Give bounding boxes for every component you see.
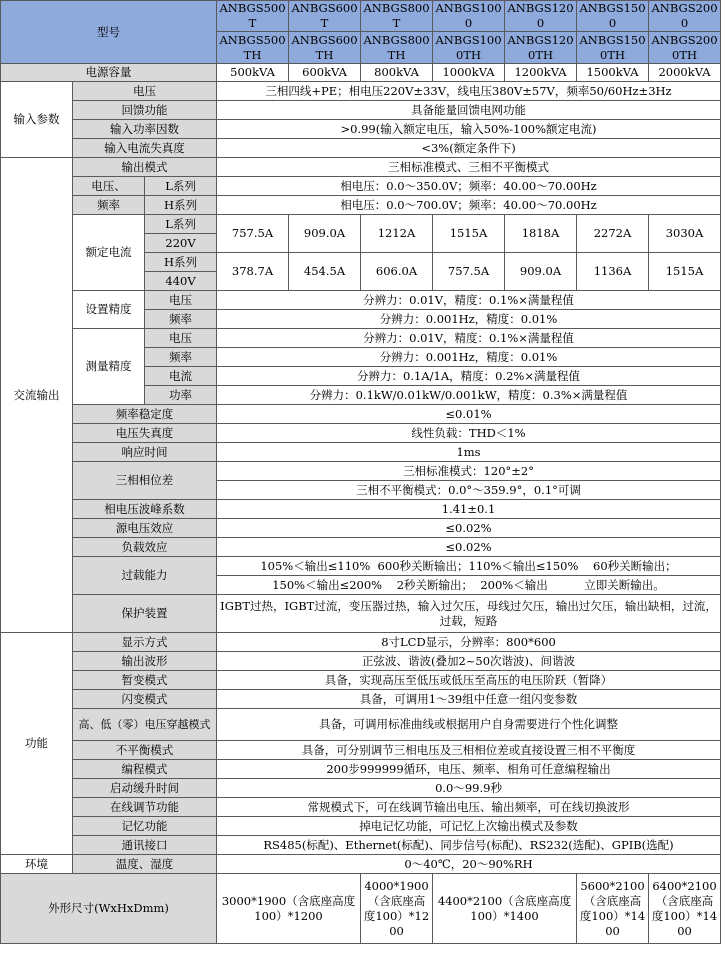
function-value: 具备，可调用1～39组中任意一组闪变参数 [217, 690, 721, 709]
rated-current-h: 1136A [577, 253, 649, 291]
measure-frequency-label: 频率 [145, 348, 217, 367]
model-cell: ANBGS600T [289, 1, 361, 32]
model-cell: ANBGS800T [361, 1, 433, 32]
set-voltage-label: 电压 [145, 291, 217, 310]
rated-current-l: 1515A [433, 215, 505, 253]
function-label: 不平衡模式 [73, 741, 217, 760]
measure-power-value: 分辨力：0.1kW/0.01kW/0.001kW，精度：0.3%×满量程值 [217, 386, 721, 405]
rated-current-l: 1818A [505, 215, 577, 253]
capacity-value: 2000kVA [649, 64, 721, 82]
function-value: 具备，可分别调节三相电压及三相相位差或直接设置三相不平衡度 [217, 741, 721, 760]
input-thd-value: <3%(额定条件下) [217, 139, 721, 158]
feedback-value: 具备能量回馈电网功能 [217, 101, 721, 120]
function-label: 通讯接口 [73, 836, 217, 855]
dimensions-value: 3000*1900（含底座高度100）*1200 [217, 874, 361, 944]
environment-group-label: 环境 [1, 855, 73, 874]
overload-line-2: 150%＜输出≤200% 2秒关断输出； 200%＜输出 立即关断输出。 [217, 576, 721, 595]
model-cell: ANBGS2000TH [649, 32, 721, 64]
voltage-thd-label: 电压失真度 [73, 424, 217, 443]
power-factor-value: >0.99(输入额定电压，输入50%-100%额定电流) [217, 120, 721, 139]
crest-factor-label: 相电压波峰系数 [73, 500, 217, 519]
rated-h-series: H系列 [145, 253, 217, 272]
source-effect-value: ≤0.02% [217, 519, 721, 538]
l-series-label: L系列 [145, 177, 217, 196]
freq-stability-label: 频率稳定度 [73, 405, 217, 424]
capacity-value: 1200kVA [505, 64, 577, 82]
function-value: 掉电记忆功能，可记忆上次输出模式及参数 [217, 817, 721, 836]
function-label: 高、低（零）电压穿越模式 [73, 709, 217, 741]
overload-line-1: 105%＜输出≤110% 600秒关断输出；110%＜输出≤150% 60秒关断输出； [217, 557, 721, 576]
function-label: 显示方式 [73, 633, 217, 652]
phase-diff-label: 三相相位差 [73, 462, 217, 500]
function-label: 启动缓升时间 [73, 779, 217, 798]
set-frequency-label: 频率 [145, 310, 217, 329]
rated-current-label: 额定电流 [73, 215, 145, 291]
function-label: 暂变模式 [73, 671, 217, 690]
load-effect-label: 负载效应 [73, 538, 217, 557]
response-time-value: 1ms [217, 443, 721, 462]
function-label: 记忆功能 [73, 817, 217, 836]
model-cell: ANBGS500T [217, 1, 289, 32]
function-value: 0.0～99.9秒 [217, 779, 721, 798]
environment-label: 温度、湿度 [73, 855, 217, 874]
load-effect-value: ≤0.02% [217, 538, 721, 557]
input-group-label: 输入参数 [1, 82, 73, 158]
dimensions-value: 5600*2100（含底座高度100）*1400 [577, 874, 649, 944]
capacity-value: 1500kVA [577, 64, 649, 82]
model-cell: ANBGS1200TH [505, 32, 577, 64]
protection-value: IGBT过热，IGBT过流，变压器过热，输入过欠压，母线过欠压，输出过欠压，输出缺相，过流，过载，短路 [217, 595, 721, 633]
rated-current-l: 909.0A [289, 215, 361, 253]
function-label: 输出波形 [73, 652, 217, 671]
response-time-label: 响应时间 [73, 443, 217, 462]
rated-current-l: 757.5A [217, 215, 289, 253]
phase-unbalanced-value: 三相不平衡模式：0.0°～359.9°，0.1°可调 [217, 481, 721, 500]
functions-group-label: 功能 [1, 633, 73, 855]
model-cell: ANBGS600TH [289, 32, 361, 64]
measure-frequency-value: 分辨力：0.001Hz，精度：0.01% [217, 348, 721, 367]
overload-label: 过载能力 [73, 557, 217, 595]
rated-h-voltage: 440V [145, 272, 217, 291]
measure-voltage-label: 电压 [145, 329, 217, 348]
h-series-range: 相电压：0.0～700.0V；频率：40.00～70.00Hz [217, 196, 721, 215]
function-value: 具备，可调用标准曲线或根据用户自身需要进行个性化调整 [217, 709, 721, 741]
rated-current-h: 1515A [649, 253, 721, 291]
model-cell: ANBGS1000 [433, 1, 505, 32]
crest-factor-value: 1.41±0.1 [217, 500, 721, 519]
dimensions-value: 4000*1900（含底座高度100）*1200 [361, 874, 433, 944]
set-accuracy-label: 设置精度 [73, 291, 145, 329]
rated-current-h: 757.5A [433, 253, 505, 291]
function-label: 编程模式 [73, 760, 217, 779]
h-series-label: H系列 [145, 196, 217, 215]
input-thd-label: 输入电流失真度 [73, 139, 217, 158]
function-value: 正弦波、谐波(叠加2~50次谐波)、间谐波 [217, 652, 721, 671]
power-factor-label: 输入功率因数 [73, 120, 217, 139]
rated-current-h: 606.0A [361, 253, 433, 291]
model-cell: ANBGS1500TH [577, 32, 649, 64]
capacity-value: 500kVA [217, 64, 289, 82]
function-value: RS485(标配)、Ethernet(标配)、同步信号(标配)、RS232(选配)、GPIB(选配) [217, 836, 721, 855]
measure-current-label: 电流 [145, 367, 217, 386]
function-value: 8寸LCD显示，分辨率：800*600 [217, 633, 721, 652]
rated-current-l: 2272A [577, 215, 649, 253]
dimensions-value: 6400*2100（含底座高度100）*1400 [649, 874, 721, 944]
model-cell: ANBGS800TH [361, 32, 433, 64]
function-value: 常规模式下，可在线调节输出电压、输出频率，可在线切换波形 [217, 798, 721, 817]
capacity-value: 1000kVA [433, 64, 505, 82]
measure-current-value: 分辨力：0.1A/1A，精度：0.2%×满量程值 [217, 367, 721, 386]
capacity-value: 800kVA [361, 64, 433, 82]
function-label: 闪变模式 [73, 690, 217, 709]
rated-current-h: 378.7A [217, 253, 289, 291]
function-label: 在线调节功能 [73, 798, 217, 817]
voltage-thd-value: 线性负载：THD＜1% [217, 424, 721, 443]
model-cell: ANBGS2000 [649, 1, 721, 32]
rated-l-voltage: 220V [145, 234, 217, 253]
phase-std-value: 三相标准模式：120°±2° [217, 462, 721, 481]
ac-output-group-label: 交流输出 [1, 158, 73, 633]
measure-power-label: 功率 [145, 386, 217, 405]
vf-label-frequency: 频率 [73, 196, 145, 215]
set-frequency-value: 分辨力：0.001Hz，精度：0.01% [217, 310, 721, 329]
function-value: 具备，实现高压至低压或低压至高压的电压阶跃（暂降） [217, 671, 721, 690]
dimensions-value: 4400*2100（含底座高度100）*1400 [433, 874, 577, 944]
rated-l-series: L系列 [145, 215, 217, 234]
rated-current-h: 454.5A [289, 253, 361, 291]
output-mode-label: 输出模式 [73, 158, 217, 177]
function-value: 200步999999循环，电压、频率、相角可任意编程输出 [217, 760, 721, 779]
feedback-label: 回馈功能 [73, 101, 217, 120]
dimensions-label: 外形尺寸(WxHxDmm) [1, 874, 217, 944]
rated-current-l: 3030A [649, 215, 721, 253]
model-cell: ANBGS1000TH [433, 32, 505, 64]
vf-label-voltage: 电压、 [73, 177, 145, 196]
source-effect-label: 源电压效应 [73, 519, 217, 538]
set-voltage-value: 分辨力：0.01V，精度：0.1%×满量程值 [217, 291, 721, 310]
output-mode-value: 三相标准模式、三相不平衡模式 [217, 158, 721, 177]
protection-label: 保护装置 [73, 595, 217, 633]
capacity-label: 电源容量 [1, 64, 217, 82]
model-cell: ANBGS1200 [505, 1, 577, 32]
model-cell: ANBGS1500 [577, 1, 649, 32]
input-voltage-value: 三相四线+PE；相电压220V±33V，线电压380V±57V，频率50/60Hz±3Hz [217, 82, 721, 101]
input-voltage-label: 电压 [73, 82, 217, 101]
measure-voltage-value: 分辨力：0.01V，精度：0.1%×满量程值 [217, 329, 721, 348]
freq-stability-value: ≤0.01% [217, 405, 721, 424]
rated-current-h: 909.0A [505, 253, 577, 291]
measure-accuracy-label: 测量精度 [73, 329, 145, 405]
rated-current-l: 1212A [361, 215, 433, 253]
model-cell: ANBGS500TH [217, 32, 289, 64]
environment-value: 0～40℃，20～90%RH [217, 855, 721, 874]
model-header: 型号 [1, 1, 217, 64]
capacity-value: 600kVA [289, 64, 361, 82]
l-series-range: 相电压：0.0～350.0V；频率：40.00～70.00Hz [217, 177, 721, 196]
